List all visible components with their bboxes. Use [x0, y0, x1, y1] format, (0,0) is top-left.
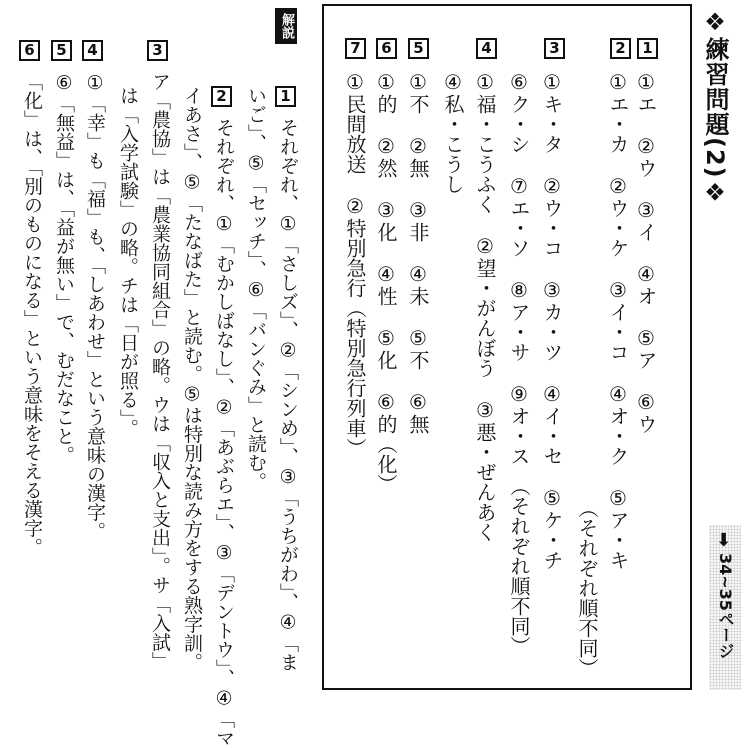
explanation-3-line-1: ア「農協」は「農業協同組合」の略。ウは「収入と支出」。サ「入試」: [149, 72, 171, 671]
answer-number-4: 4: [476, 38, 497, 59]
explanation-2-line-2: イあさ」、⑤「たなばた」と読む。⑤は特別な読み方をする熟字訓。: [181, 86, 203, 672]
answer-number-2: 2: [610, 38, 631, 59]
answer-2-line-2: （それぞれ順不同）: [575, 498, 599, 678]
answer-number-7: 7: [345, 38, 366, 59]
explanation-5-line: ⑥「無益」は、「益が無い」で、むだなこと。: [53, 72, 75, 465]
answer-1-line: ①エ ②ウ ③イ ④オ ⑤ア ⑥ウ: [634, 70, 658, 434]
explanation-number-4: 4: [82, 40, 103, 61]
answer-7-line: ①民間放送 ②特別急行（特別急行列車）: [343, 70, 367, 458]
explanation-6-line: 「化」は、「別のものになる」という意味をそえる漢字。: [21, 72, 43, 557]
explanation-number-3: 3: [147, 40, 168, 61]
answer-3-line-2: ⑥ク・シ ⑦エ・ソ ⑧ア・サ ⑨オ・ス （それぞれ順不同）: [507, 70, 531, 656]
page-reference-text: 34~35ページ: [716, 553, 735, 659]
explanation-1-line-2: いご」、⑤「セッチ」、⑥「バンぐみ」と読む。: [245, 86, 267, 491]
answer-4-line-2: ④私・こうし: [441, 70, 465, 194]
explanation-number-6: 6: [19, 40, 40, 61]
explanation-2-line-1: それぞれ、①「むかしばなし」、②「あぶらエ」、③「デントウ」、④「マ: [213, 118, 235, 748]
answer-number-3: 3: [544, 38, 565, 59]
answer-number-5: 5: [408, 38, 429, 59]
explanation-3-line-2: は「入学試験」の略。チは「日が照る」。: [117, 86, 139, 438]
page-reference-tag: [709, 525, 741, 690]
down-arrow-icon: ⬇: [716, 530, 732, 551]
answer-5-line: ①不 ②無 ③非 ④未 ⑤不 ⑥無: [406, 70, 430, 434]
exercise-title-column: [700, 8, 744, 208]
answer-4-line-1: ①福・こうふく ②望・がんぼう ③悪・ぜんあく: [473, 70, 497, 542]
answer-3-line-1: ①キ・タ ②ウ・コ ③カ・ツ ④イ・セ ⑤ケ・チ: [540, 70, 564, 570]
explanation-number-2: 2: [211, 86, 232, 107]
explanation-number-1: 1: [275, 86, 296, 107]
explanation-1-line-1: それぞれ、①「さしズ」、②「シンめ」、③「うちがわ」、④「ま: [277, 118, 299, 672]
answer-6-line: ①的 ②然 ③化 ④性 ⑤化 ⑥的（化）: [374, 70, 398, 494]
explanation-label: 解説: [275, 8, 297, 44]
answer-2-line-1: ①エ・カ ②ウ・ケ ③イ・コ ④オ・ク ⑤ア・キ: [606, 70, 630, 570]
exercise-title: ❖練習問題(2)❖: [701, 8, 729, 208]
answer-number-1: 1: [637, 38, 658, 59]
answer-number-6: 6: [376, 38, 397, 59]
explanation-4-line: ①「幸」も「福」も、「しあわせ」という意味の漢字。: [84, 72, 106, 541]
explanation-number-5: 5: [51, 40, 72, 61]
